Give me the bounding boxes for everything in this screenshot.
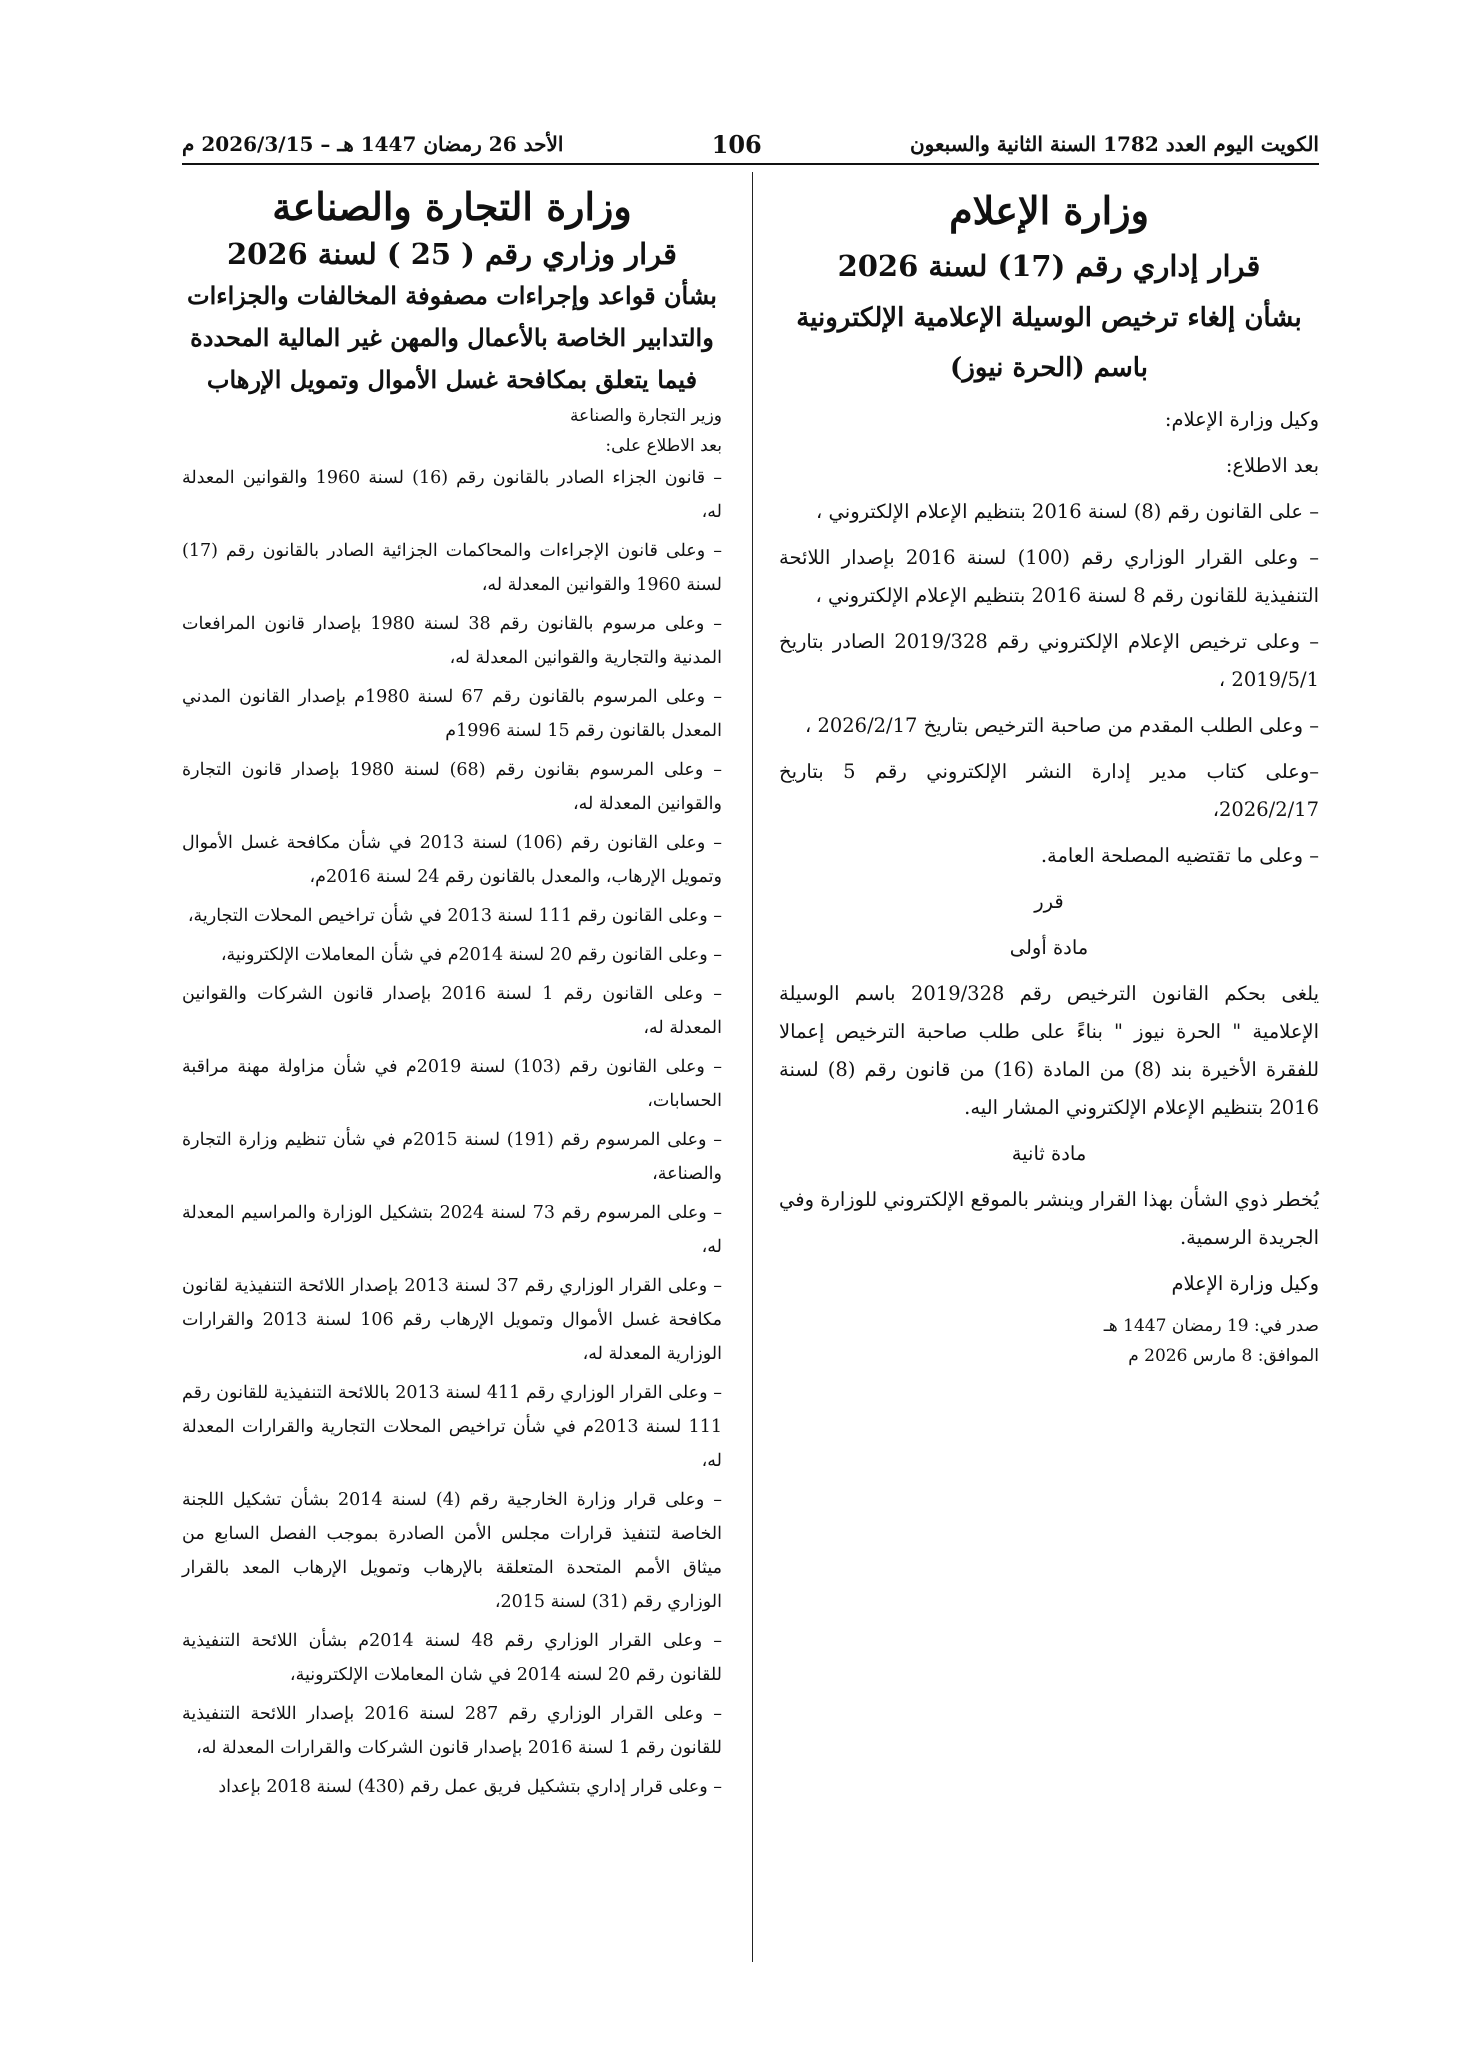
- preamble-item: – وعلى القانون رقم 20 لسنة 2014م في شأن المعاملات الإلكترونية،: [220, 945, 722, 965]
- corresponding-date: الموافق: 8 مارس 2026 م: [1128, 1346, 1319, 1366]
- article-heading: مادة أولى: [1009, 936, 1089, 959]
- article-text: يُخطر ذوي الشأن بهذا القرار وينشر بالموقع الإلكتروني للوزارة وفي الجريدة الرسمية.: [779, 1188, 1319, 1249]
- preamble-item: – وعلى المرسوم رقم (191) لسنة 2015م في شأن تنظيم وزارة التجارة والصناعة،: [182, 1130, 722, 1184]
- preamble-item: – وعلى المرسوم رقم 73 لسنة 2024 بتشكيل الوزارة والمراسيم المعدلة له،: [182, 1203, 723, 1257]
- minister-line: وزير التجارة والصناعة: [569, 406, 722, 426]
- decision-subject: والتدابير الخاصة بالأعمال والمهن غير المالية المحددة: [190, 323, 714, 352]
- preamble-item: – وعلى القانون رقم 1 لسنة 2016 بإصدار قانون الشركات والقوانين المعدلة له،: [182, 984, 722, 1038]
- preamble-item: – وعلى القرار الوزاري رقم 287 لسنة 2016 بإصدار اللائحة التنفيذية للقانون رقم 1 لسنة 2016 بإصدار قانون الشركات والقرارات المعدلة له،: [182, 1704, 722, 1758]
- preamble-item: – وعلى قرار إداري بتشكيل فريق عمل رقم (430) لسنة 2018 بإعداد: [218, 1777, 722, 1797]
- page-number: 106: [711, 129, 762, 159]
- header-rule: [182, 163, 1319, 165]
- article-heading: مادة ثانية: [1011, 1142, 1087, 1165]
- preamble-item: – وعلى القرار الوزاري رقم 48 لسنة 2014م بشأن اللائحة التنفيذية للقانون رقم 20 لسنه 2014 في شان المعاملات الإلكترونية،: [182, 1631, 723, 1685]
- preamble-intro: بعد الاطلاع على:: [605, 436, 722, 456]
- decision-title: قرار وزاري رقم ( 25 ) لسنة 2026: [226, 237, 678, 271]
- info-ministry-column: [779, 178, 1319, 1371]
- preamble-item: – قانون الجزاء الصادر بالقانون رقم (16) لسنة 1960 والقوانين المعدلة له،: [182, 468, 723, 522]
- preamble-item: –وعلى كتاب مدير إدارة النشر الإلكتروني رقم 5 بتاريخ 2026/2/17،: [779, 760, 1319, 821]
- preamble-item: – وعلى ما تقتضيه المصلحة العامة.: [1040, 844, 1319, 867]
- ministry-title: وزارة التجارة والصناعة: [272, 184, 632, 229]
- preamble-item: – وعلى القانون رقم (106) لسنة 2013 في شأن مكافحة غسل الأموال وتمويل الإرهاب، والمعدل بالقانون رقم 24 لسنة 2016م،: [182, 833, 722, 887]
- decision-subject: فيما يتعلق بمكافحة غسل الأموال وتمويل الإرهاب: [206, 365, 698, 394]
- preamble-item: – وعلى قرار وزارة الخارجية رقم (4) لسنة 2014 بشأن تشكيل اللجنة الخاصة لتنفيذ قرارات مجلس الأمن الصادرة بموجب الفصل السابع من ميثاق الأمم المتحدة المتعلقة بالإرهاب وتمويل الإرهاب المعد بالقرار الوزاري رقم (31) لسنة 2015،: [182, 1490, 722, 1612]
- issuer-line: وكيل وزارة الإعلام:: [1164, 408, 1319, 431]
- decision-subject: بشأن قواعد وإجراءات مصفوفة المخالفات والجزاءات: [187, 281, 717, 310]
- preamble-item: – وعلى الطلب المقدم من صاحبة الترخيص بتاريخ 2026/2/17 ،: [804, 714, 1319, 737]
- signature: وكيل وزارة الإعلام: [1171, 1272, 1319, 1295]
- preamble-intro: بعد الاطلاع:: [1225, 454, 1319, 477]
- preamble-item: – وعلى قانون الإجراءات والمحاكمات الجزائية الصادر بالقانون رقم (17) لسنة 1960 والقوانين المعدلة له،: [182, 541, 722, 595]
- gazette-issue: الكويت اليوم العدد 1782 السنة الثانية والسبعون: [909, 132, 1319, 156]
- preamble-item: – وعلى المرسوم بقانون رقم (68) لسنة 1980 بإصدار قانون التجارة والقوانين المعدلة له،: [182, 760, 723, 814]
- preamble-item: – وعلى القرار الوزاري رقم 37 لسنة 2013 بإصدار اللائحة التنفيذية لقانون مكافحة غسل الأموال وتمويل الإرهاب رقم 106 لسنة 2013 والقرارات الوزارية المعدلة له،: [182, 1276, 722, 1364]
- commerce-ministry-column: [182, 178, 722, 1809]
- issue-date: الأحد 26 رمضان 1447 هـ – 2026/3/15 م: [182, 132, 564, 156]
- issued-date: صدر في: 19 رمضان 1447 هـ: [1103, 1316, 1319, 1336]
- page-header: [182, 128, 1319, 160]
- preamble-item: – وعلى القرار الوزاري رقم 411 لسنة 2013 باللائحة التنفيذية للقانون رقم 111 لسنة 2013م في شأن تراخيص المحلات التجارية والقرارات المعدلة له،: [182, 1383, 723, 1471]
- preamble-item: – وعلى مرسوم بالقانون رقم 38 لسنة 1980 بإصدار قانون المرافعات المدنية والتجارية والقوانين المعدلة له،: [182, 614, 723, 668]
- preamble-item: – وعلى المرسوم بالقانون رقم 67 لسنة 1980م بإصدار القانون المدني المعدل بالقانون رقم 15 لسنة 1996م: [182, 687, 722, 741]
- decision-subject: بشأن إلغاء ترخيص الوسيلة الإعلامية الإلكترونية: [796, 303, 1302, 333]
- preamble-item: – وعلى القانون رقم 111 لسنة 2013 في شأن تراخيص المحلات التجارية،: [187, 906, 722, 926]
- article-text: يلغى بحكم القانون الترخيص رقم 2019/328 باسم الوسيلة الإعلامية " الحرة نيوز " بناءً على طلب صاحبة الترخيص إعمالا للفقرة الأخيرة بند (8) من المادة (16) من قانون رقم (8) لسنة 2016 بتنظيم الإعلام الإلكتروني المشار اليه.: [779, 982, 1320, 1119]
- preamble-item: – وعلى القرار الوزاري رقم (100) لسنة 2016 بإصدار اللائحة التنفيذية للقانون رقم 8 لسنة 2016 بتنظيم الإعلام الإلكتروني ،: [779, 546, 1320, 607]
- preamble-item: – وعلى ترخيص الإعلام الإلكتروني رقم 2019/328 الصادر بتاريخ 2019/5/1 ،: [779, 630, 1319, 691]
- ministry-title: وزارة الإعلام: [949, 188, 1149, 233]
- decided-heading: قرر: [1034, 890, 1064, 913]
- preamble-item: – على القانون رقم (8) لسنة 2016 بتنظيم الإعلام الإلكتروني ،: [816, 500, 1319, 523]
- preamble-item: – وعلى القانون رقم (103) لسنة 2019م في شأن مزاولة مهنة مراقبة الحسابات،: [182, 1057, 723, 1111]
- decision-title: قرار إداري رقم (17) لسنة 2026: [837, 249, 1261, 283]
- column-divider: [752, 172, 753, 1962]
- decision-subject-name: باسم (الحرة نيوز): [950, 353, 1148, 383]
